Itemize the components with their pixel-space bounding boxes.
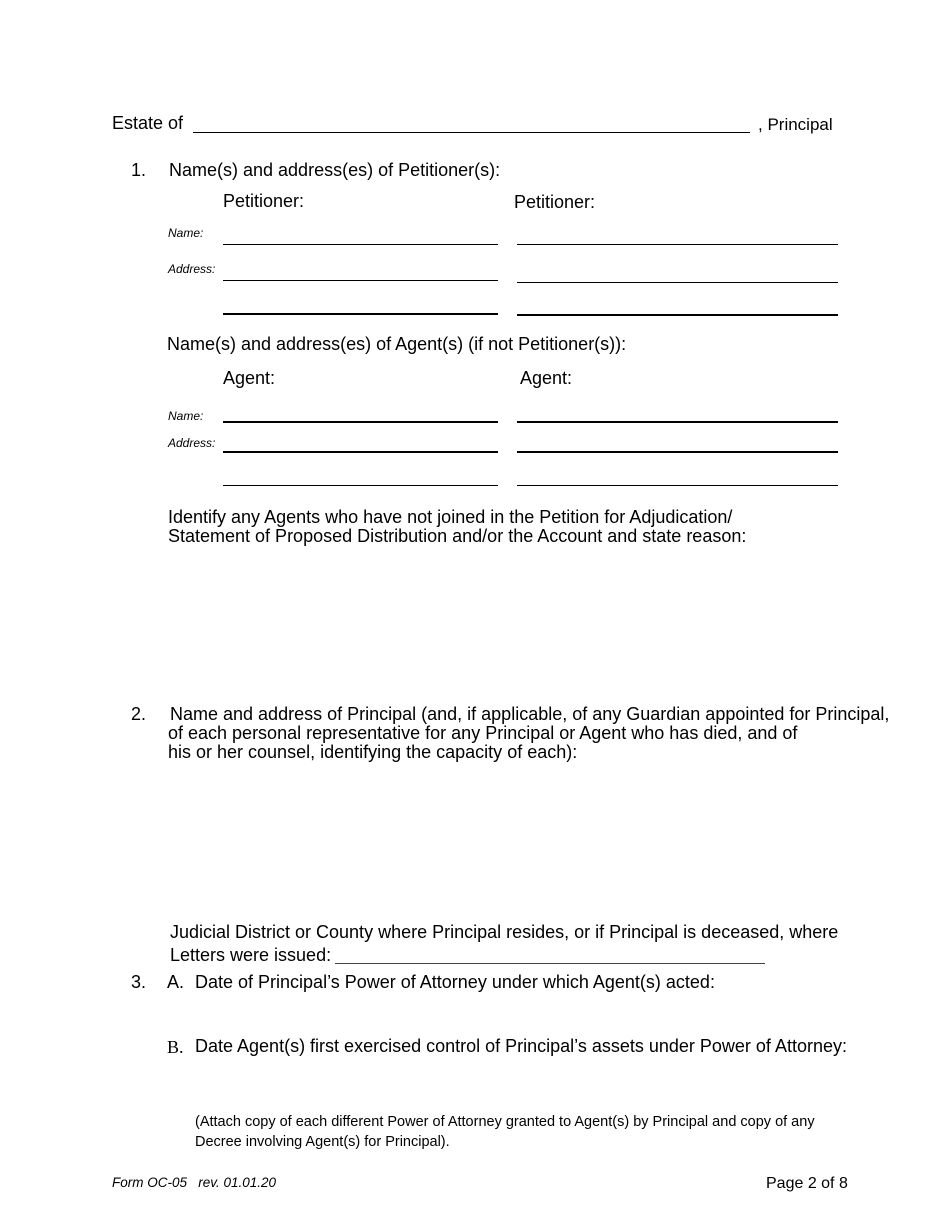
section-2-line-1: Name and address of Principal (and, if applicable, of any Guardian appointed for Principal, xyxy=(170,704,890,724)
petitioner2-address-field[interactable] xyxy=(517,282,838,283)
agent1-name-field[interactable] xyxy=(223,421,498,423)
section-3-number: 3. xyxy=(131,972,147,992)
agent2-address-line2-field[interactable] xyxy=(517,485,838,486)
attach-note-line-2: Decree involving Agent(s) for Principal). xyxy=(195,1134,450,1150)
agent1-address-field[interactable] xyxy=(223,451,498,453)
form-id: Form OC-05 rev. 01.01.20 xyxy=(112,1175,277,1190)
agents-title: Name(s) and address(es) of Agent(s) (if not Petitioner(s)): xyxy=(167,334,627,354)
agent-address-label: Address: xyxy=(168,436,216,450)
agent1-address-line2-field[interactable] xyxy=(223,485,498,486)
section-3a-label: A. xyxy=(167,972,185,992)
petitioner-col1-heading: Petitioner: xyxy=(223,191,305,211)
page-number: Page 2 of 8 xyxy=(766,1175,848,1192)
petitioner-name-label: Name: xyxy=(168,226,204,240)
estate-name-field[interactable] xyxy=(193,132,750,133)
district-line-2: Letters were issued: xyxy=(170,945,332,965)
district-line-1: Judicial District or County where Principal resides, or if Principal is deceased, where xyxy=(170,922,839,942)
identify-agents-line-2: Statement of Proposed Distribution and/or the Account and state reason: xyxy=(168,526,747,546)
agent2-name-field[interactable] xyxy=(517,421,838,423)
petitioner1-address-line2-field[interactable] xyxy=(223,313,498,315)
principal-suffix: , Principal xyxy=(758,115,833,134)
petitioner-address-label: Address: xyxy=(168,262,216,276)
section-3b-label: B. xyxy=(167,1037,184,1057)
section-2-text xyxy=(168,705,889,762)
section-1-number: 1. xyxy=(131,160,147,180)
section-2-line-2: of each personal representative for any Principal or Agent who has died, and of xyxy=(168,723,798,743)
section-3a-text: Date of Principal’s Power of Attorney under which Agent(s) acted: xyxy=(195,972,715,992)
agent-col1-heading: Agent: xyxy=(223,368,276,388)
attach-note-line-1: (Attach copy of each different Power of Attorney granted to Agent(s) by Principal and copy of any xyxy=(195,1114,815,1130)
petitioner2-name-field[interactable] xyxy=(517,244,838,245)
petitioner-col2-heading: Petitioner: xyxy=(514,192,596,212)
section-2-number: 2. xyxy=(131,704,147,724)
agent-name-label: Name: xyxy=(168,409,204,423)
estate-of-label: Estate of xyxy=(112,113,184,133)
agent-col2-heading: Agent: xyxy=(520,368,573,388)
identify-agents-instruction xyxy=(168,508,746,546)
petitioner2-address-line2-field[interactable] xyxy=(517,314,838,316)
petitioner1-name-field[interactable] xyxy=(223,244,498,245)
agent2-address-field[interactable] xyxy=(517,451,838,453)
identify-agents-line-1: Identify any Agents who have not joined in the Petition for Adjudication/ xyxy=(168,507,733,527)
section-3b-text: Date Agent(s) first exercised control of Principal’s assets under Power of Attorney: xyxy=(195,1036,847,1056)
section-2-line-3: his or her counsel, identifying the capacity of each): xyxy=(168,742,578,762)
letters-issued-field[interactable] xyxy=(335,963,765,964)
section-1-title: Name(s) and address(es) of Petitioner(s): xyxy=(169,160,501,180)
petitioner1-address-field[interactable] xyxy=(223,280,498,281)
